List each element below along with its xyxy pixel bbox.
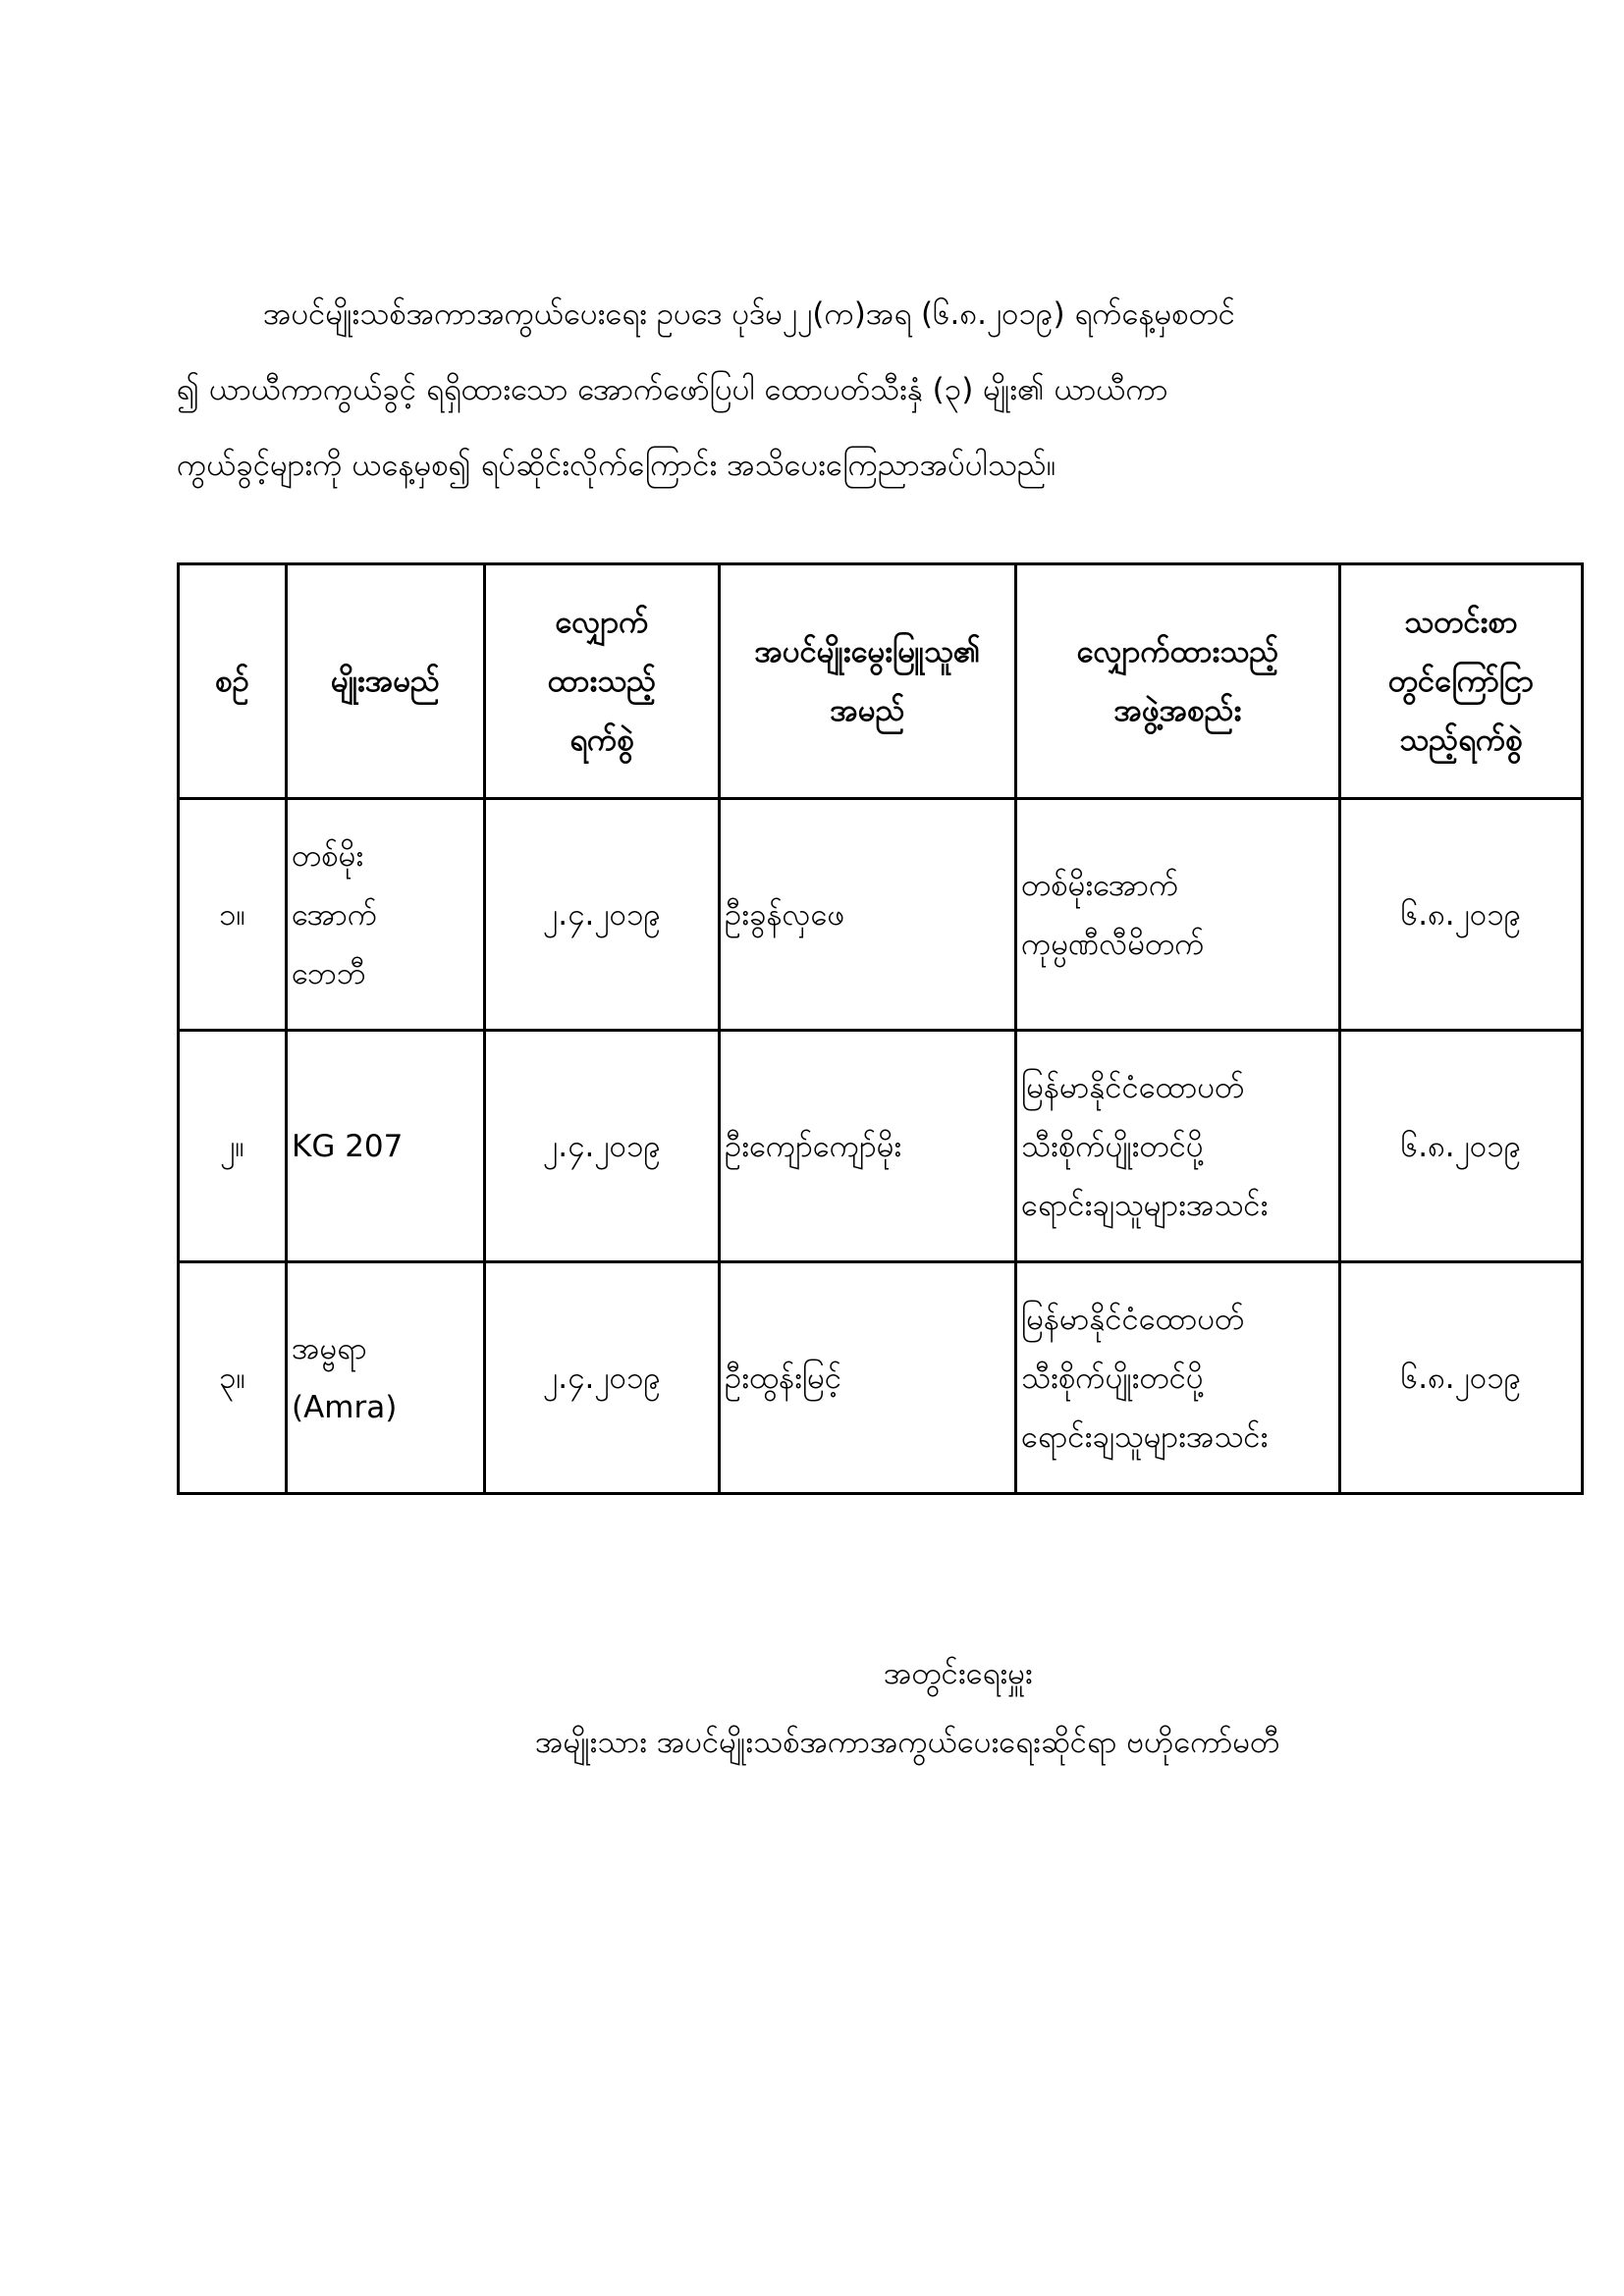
header-serial-no: စဉ် — [179, 564, 287, 799]
header-application-date: လျှောက် ထားသည့် ရက်စွဲ — [485, 564, 720, 799]
cell-application-date: ၂.၄.၂၀၁၉ — [485, 1031, 720, 1262]
header-variety-name: မျိုးအမည် — [287, 564, 485, 799]
table-row — [179, 1031, 1583, 1262]
announcement-line-2: ၍ ယာယီကာကွယ်ခွင့် ရရှိထားသော အောက်ဖော်ပြပါ ထောပတ်သီးနှံ (၃) မျိုး၏ ယာယီကာ — [177, 372, 1168, 407]
signatory-title: အတွင်းရေးမှူး — [884, 1656, 1033, 1691]
header-newspaper-date: သတင်းစာ တွင်ကြော်ငြာ သည့်ရက်စွဲ — [1340, 564, 1583, 799]
cell-breeder-name: ဦးကျော်ကျော်မိုး — [720, 1031, 1016, 1262]
cell-newspaper-date: ၆.၈.၂၀၁၉ — [1340, 1262, 1583, 1494]
announcement-line-3: ကွယ်ခွင့်များကို ယနေ့မှစ၍ ရပ်ဆိုင်းလိုက်ကြောင်း အသိပေးကြေညာအပ်ပါသည်။ — [177, 448, 1056, 483]
cell-variety-name: KG 207 — [287, 1031, 485, 1262]
announcement-paragraph — [177, 277, 1492, 504]
cell-breeder-name: ဦးထွန်းမြင့် — [720, 1262, 1016, 1494]
cell-newspaper-date: ၆.၈.၂၀၁၉ — [1340, 1031, 1583, 1262]
cell-variety-name: အမ္ဗရာ (Amra) — [287, 1262, 485, 1494]
cell-application-date: ၂.၄.၂၀၁၉ — [485, 799, 720, 1031]
cell-serial-no: ၁။ — [179, 799, 287, 1031]
header-breeder-name: အပင်မျိုးမွေးမြူသူ၏ အမည် — [720, 564, 1016, 799]
cell-variety-name: တစ်မိုး အောက် ဘေဘီ — [287, 799, 485, 1031]
cell-application-date: ၂.၄.၂၀၁၉ — [485, 1262, 720, 1494]
cell-applicant-organization: မြန်မာနိုင်ငံထောပတ် သီးစိုက်ပျိုးတင်ပို့ ရောင်းချသူများအသင်း — [1016, 1031, 1340, 1262]
announcement-line-1: အပင်မျိုးသစ်အကာအကွယ်ပေးရေး ဥပဒေ ပုဒ်မ၂၂(က)အရ (၆.၈.၂၀၁၉) ရက်နေ့မှစတင် — [263, 296, 1235, 332]
issuing-committee: အမျိုးသား အပင်မျိုးသစ်အကာအကွယ်ပေးရေးဆိုင်ရာ ဗဟိုကော်မတီ — [535, 1725, 1280, 1760]
cell-newspaper-date: ၆.၈.၂၀၁၉ — [1340, 799, 1583, 1031]
table-header-row — [179, 564, 1583, 799]
cell-applicant-organization: မြန်မာနိုင်ငံထောပတ် သီးစိုက်ပျိုးတင်ပို့ ရောင်းချသူများအသင်း — [1016, 1262, 1340, 1494]
revoked-varieties-table — [177, 562, 1584, 1495]
cell-serial-no: ၂။ — [179, 1031, 287, 1262]
cell-serial-no: ၃။ — [179, 1262, 287, 1494]
header-applicant-organization: လျှောက်ထားသည့် အဖွဲ့အစည်း — [1016, 564, 1340, 799]
table-row — [179, 799, 1583, 1031]
cell-applicant-organization: တစ်မိုးအောက် ကုမ္ပဏီလီမိတက် — [1016, 799, 1340, 1031]
table-row — [179, 1262, 1583, 1494]
cell-breeder-name: ဦးခွန်လှဖေ — [720, 799, 1016, 1031]
